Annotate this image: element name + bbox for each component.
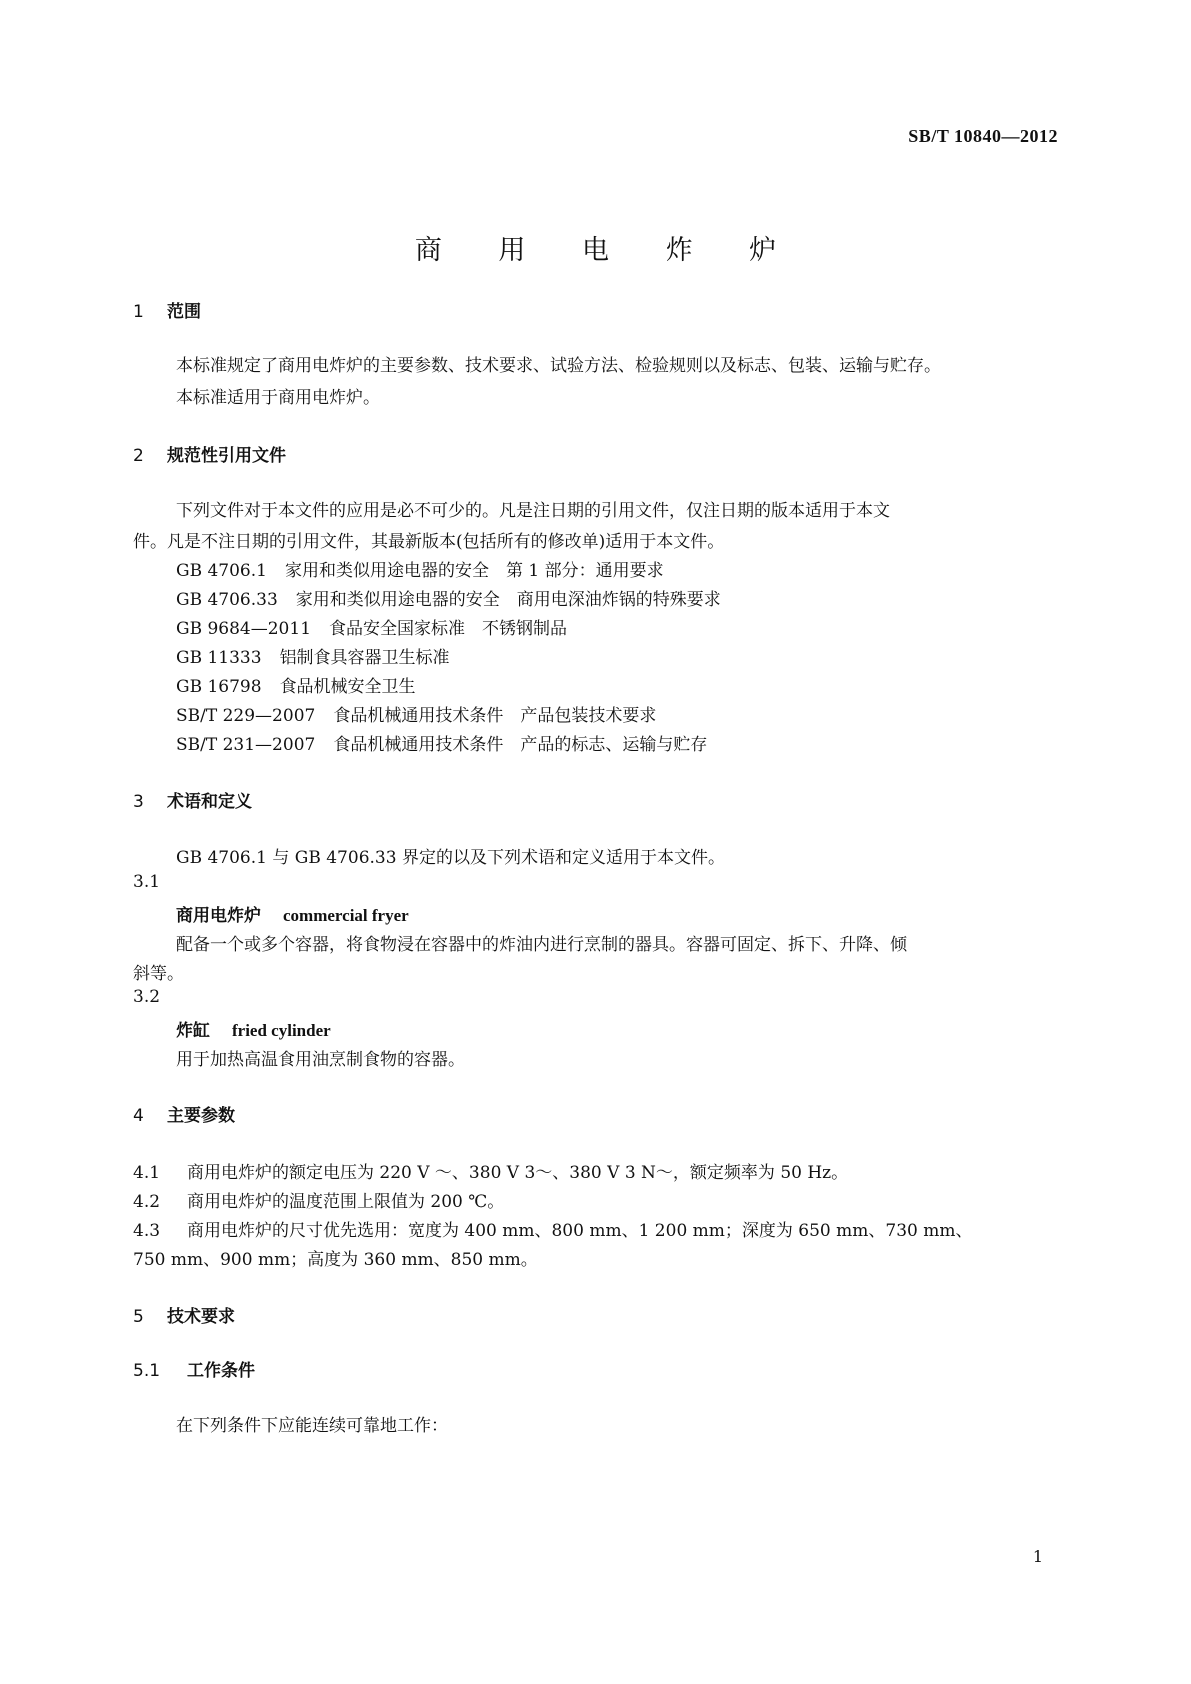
term-number: 3.2 [133,987,161,1007]
clause-number: 4.1 [133,1163,161,1183]
section-title: 主要参数 [167,1106,235,1126]
section-number: 5 [133,1307,144,1327]
section-number: 2 [133,446,144,466]
reference-item [176,556,664,581]
section-number: 4 [133,1106,144,1126]
reference-title: 铝制食具容器卫生标准 [279,648,450,668]
clause-text: 商用电炸炉的额定电压为 220 V ～、380 V 3～、380 V 3 N～，额定频率为 50 Hz。 [187,1163,849,1183]
section-number: 1 [133,302,144,322]
term-definition: 用于加热高温食用油烹制食物的容器。 [176,1050,465,1070]
term-english: commercial fryer [283,906,409,925]
section-2-heading [133,441,286,466]
section-title: 技术要求 [167,1307,235,1327]
clause-continuation: 750 mm、900 mm；高度为 360 mm、850 mm。 [133,1250,538,1270]
reference-item [176,701,656,726]
reference-item [176,643,450,668]
reference-title: 家用和类似用途电器的安全 第 1 部分：通用要求 [284,561,664,581]
clause-number: 4.2 [133,1192,161,1212]
section-5-heading [133,1302,235,1327]
standard-code: SB/T 10840—2012 [908,126,1058,146]
section-title: 范围 [167,302,201,322]
term-definition-continuation: 斜等。 [133,964,184,984]
term-english: fried cylinder [232,1021,331,1040]
term-entry [176,901,409,926]
paragraph: GB 4706.1 与 GB 4706.33 界定的以及下列术语和定义适用于本文件。 [176,848,725,868]
clause [133,1158,848,1183]
clause [133,1187,504,1212]
reference-code: SB/T 229—2007 [176,706,316,726]
subsection-5-1-heading [133,1356,255,1381]
page-number: 1 [1032,1547,1043,1566]
reference-title: 食品机械通用技术条件 产品包装技术要求 [333,706,657,726]
paragraph: 下列文件对于本文件的应用是必不可少的。凡是注日期的引用文件，仅注日期的版本适用于本文 [176,501,890,521]
reference-title: 食品机械通用技术条件 产品的标志、运输与贮存 [333,735,708,755]
reference-code: GB 16798 [176,677,262,697]
term-number: 3.1 [133,872,161,892]
section-3-heading [133,787,252,812]
reference-title: 食品机械安全卫生 [279,677,416,697]
term-definition: 配备一个或多个容器，将食物浸在容器中的炸油内进行烹制的器具。容器可固定、拆下、升降、倾 [176,935,907,955]
section-title: 术语和定义 [167,792,252,812]
reference-code: GB 4706.1 [176,561,267,581]
subsection-number: 5.1 [133,1361,161,1381]
clause [133,1216,973,1241]
section-1-heading [133,297,201,322]
paragraph: 在下列条件下应能连续可靠地工作： [176,1416,448,1436]
reference-code: GB 9684—2011 [176,619,312,639]
reference-item [176,585,721,610]
reference-code: GB 11333 [176,648,262,668]
clause-text: 商用电炸炉的尺寸优先选用：宽度为 400 mm、800 mm、1 200 mm；深度为 650 mm、730 mm、 [187,1221,973,1241]
section-4-heading [133,1101,235,1126]
subsection-title: 工作条件 [187,1361,255,1381]
section-number: 3 [133,792,144,812]
paragraph: 本标准规定了商用电炸炉的主要参数、技术要求、试验方法、检验规则以及标志、包装、运输与贮存。 [176,356,941,376]
term-chinese: 商用电炸炉 [176,906,261,926]
reference-item [176,672,416,697]
reference-title: 家用和类似用途电器的安全 商用电深油炸锅的特殊要求 [295,590,721,610]
reference-item [176,614,567,639]
term-chinese: 炸缸 [176,1021,210,1041]
term-entry [176,1016,331,1041]
paragraph: 本标准适用于商用电炸炉。 [176,388,380,408]
section-title: 规范性引用文件 [167,446,286,466]
reference-item [176,730,707,755]
document-title: 商 用 电 炸 炉 [414,235,801,266]
clause-number: 4.3 [133,1221,161,1241]
reference-title: 食品安全国家标准 不锈钢制品 [329,619,568,639]
paragraph-continuation: 件。凡是不注日期的引用文件，其最新版本(包括所有的修改单)适用于本文件。 [133,532,725,552]
reference-code: GB 4706.33 [176,590,278,610]
reference-code: SB/T 231—2007 [176,735,316,755]
clause-text: 商用电炸炉的温度范围上限值为 200 ℃。 [187,1192,505,1212]
